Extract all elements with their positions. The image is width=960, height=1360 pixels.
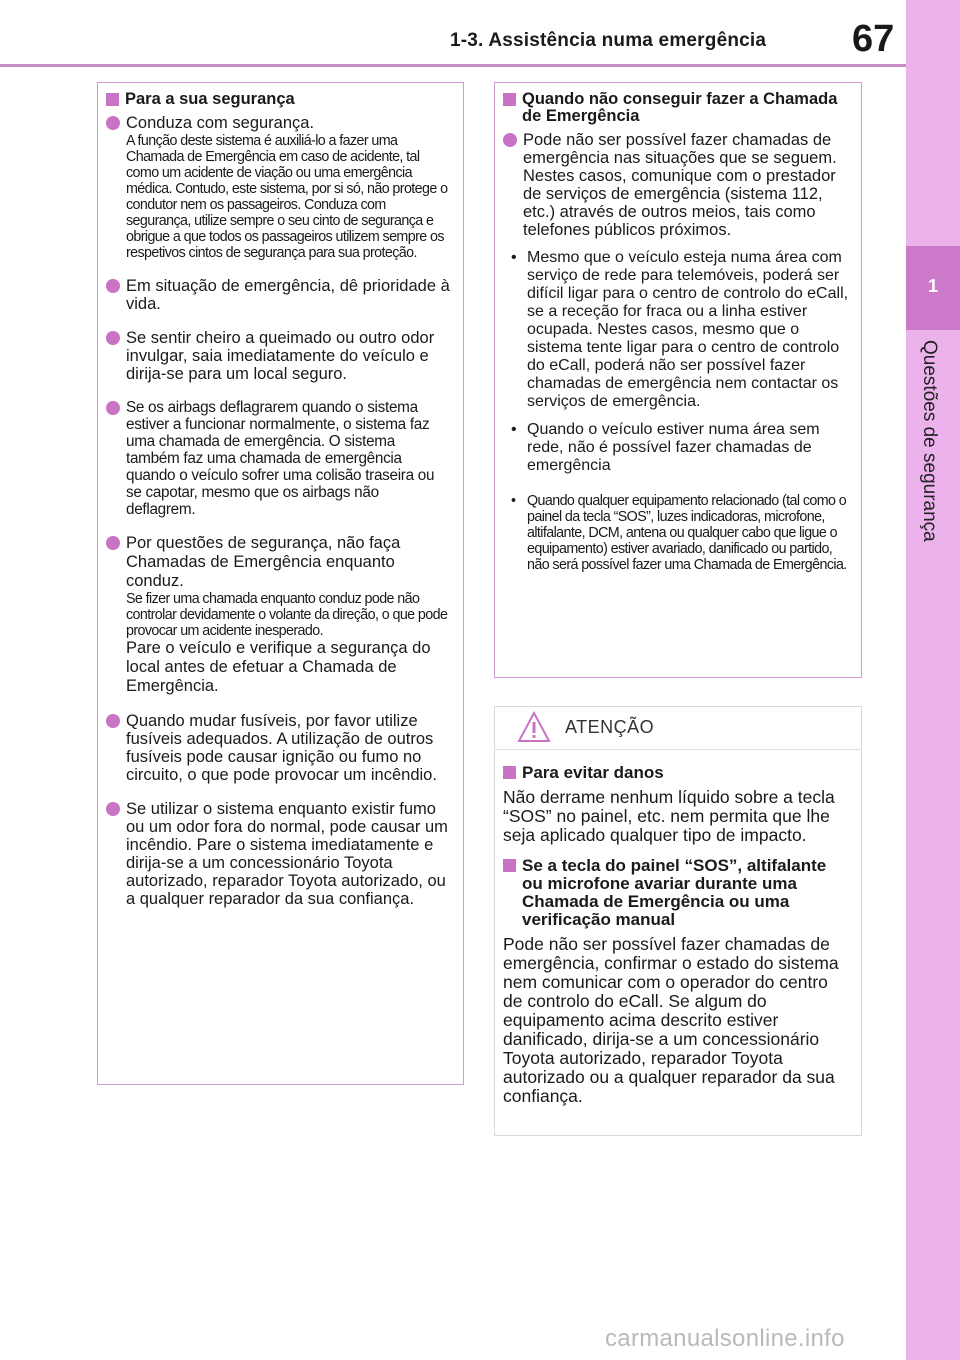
safety-box <box>97 82 464 1085</box>
dash-text: Quando qualquer equipamento relacionado (tal como o painel da tecla “SOS”, luzes indicadoras, microfone, altifalante, DCM, antena ou qualquer cabo que ligue o equipamento) estiver avariado, danificado ou partido, não será possível fazer uma Chamada de Emergência. <box>527 493 847 573</box>
square-bullet-icon <box>106 93 119 106</box>
chapter-sidebar <box>906 0 960 1360</box>
bullet-lead: Por questões de segurança, não faça Chamadas de Emergência enquanto conduz. <box>126 534 401 590</box>
bullet-text: Em situação de emergência, dê prioridade à vida. <box>126 277 450 313</box>
warning-box <box>494 706 862 1136</box>
square-bullet-icon <box>503 93 516 106</box>
watermark: carmanualsonline.info <box>605 1325 845 1352</box>
dash-item: • Quando qualquer equipamento relacionado (tal como o painel da tecla “SOS”, luzes indicadoras, microfone, altifalante, DCM, antena ou qualquer cabo que ligue o equipamento) estiver avariado, danificado ou partido, não será possível fazer uma Chamada de Emergência. <box>503 493 849 573</box>
bullet-body: A função deste sistema é auxiliá-lo a fazer uma Chamada de Emergência em caso de acidente, tal como um acidente de viação ou uma emergência médica. Contudo, este sistema, por si só, não protege o condutor nem os passageiros. Conduza com segurança, utilize sempre o seu cinto de segurança e obrigue a que todos os passageiros utilizem sempre os respetivos cintos de segurança para sua proteção. <box>126 133 448 261</box>
list-item <box>106 534 451 696</box>
chapter-number: 1 <box>927 276 938 296</box>
warning-header <box>495 707 861 750</box>
warning-section-heading: Se a tecla do painel “SOS”, altifalante ou microfone avariar durante uma Chamada de Emergência ou uma verificação manual <box>503 857 847 929</box>
warning-section-text: Não derrame nenhum líquido sobre a tecla “SOS” no painel, etc. nem permita que lhe seja aplicado qualquer tipo de impacto. <box>503 787 835 845</box>
round-bullet-icon <box>106 331 120 345</box>
round-bullet-icon <box>106 279 120 293</box>
bullet-text: Se os airbags deflagrarem quando o sistema estiver a funcionar normalmente, o sistema faz uma chamada de emergência. O sistema também faz uma chamada de emergência quando o veículo sofrer uma colisão traseira ou se capotar, mesmo que os airbags não deflagrem. <box>126 399 435 518</box>
bullet-text: Se sentir cheiro a queimado ou outro odor invulgar, saia imediatamente do veículo e dirija-se para um local seguro. <box>126 329 435 383</box>
emergency-unavailable-heading: Quando não conseguir fazer a Chamada de Emergência <box>503 91 849 125</box>
square-bullet-icon <box>503 859 516 872</box>
dash-text: Quando o veículo estiver numa área sem rede, não é possível fazer chamadas de emergência <box>527 421 820 474</box>
square-bullet-icon <box>503 766 516 779</box>
page-number: 67 <box>852 18 895 60</box>
bullet-tail: Pare o veículo e verifique a segurança do local antes de efetuar a Chamada de Emergência. <box>126 639 431 695</box>
warning-section-text: Pode não ser possível fazer chamadas de emergência, confirmar o estado do sistema nem comunicar com o operador do centro de controlo do eCall. Se algum do equipamento acima descrito estiver danificado, dirija-se a um concessionário Toyota autorizado, reparador Toyota autorizado ou a qualquer reparador da sua confiança. <box>503 934 839 1106</box>
list-item <box>503 131 849 239</box>
round-bullet-icon <box>106 116 120 130</box>
warning-section-heading: Para evitar danos <box>503 764 847 782</box>
round-bullet-icon <box>106 401 120 415</box>
dash-item: • Quando o veículo estiver numa área sem rede, não é possível fazer chamadas de emergência <box>503 421 849 475</box>
round-bullet-icon <box>106 714 120 728</box>
chapter-label: Questões de segurança <box>919 340 940 542</box>
header-rule <box>0 64 906 67</box>
round-bullet-icon <box>503 133 517 147</box>
dash-text: Mesmo que o veículo esteja numa área com serviço de rede para telemóveis, poderá ser difícil ligar para o centro de controlo do eCall, se a receção for fraca ou a linha estiver ocupada. Nestes casos, mesmo que o sistema tente ligar para o centro de controlo do eCall, poderá não ser possível fazer chamadas de emergência nem contactar os serviços de emergência. <box>527 249 849 410</box>
bullet-text: Se utilizar o sistema enquanto existir fumo ou um odor fora do normal, pode causar um incêndio. Pare o sistema imediatamente e dirija-se a um concessionário Toyota autorizado, reparador Toyota autorizado, ou a qualquer reparador da sua confiança. <box>126 800 448 908</box>
bullet-text: Quando mudar fusíveis, por favor utilize fusíveis adequados. A utilização de outros fusíveis pode causar ignição ou fumo no circuito, o que pode provocar um incêndio. <box>126 712 437 784</box>
section-title: 1-3. Assistência numa emergência <box>450 30 767 51</box>
round-bullet-icon <box>106 536 120 550</box>
bullet-text: Pode não ser possível fazer chamadas de emergência nas situações que se seguem. Nestes casos, comunique com o prestador de serviços de emergência (sistema 112, etc.) através de outros meios, tais como telefones públicos próximos. <box>523 131 837 239</box>
warning-triangle-icon <box>517 711 551 743</box>
list-item <box>106 277 451 313</box>
list-item <box>106 399 451 518</box>
round-bullet-icon <box>106 802 120 816</box>
list-item <box>106 712 451 784</box>
safety-heading: Para a sua segurança <box>106 91 451 108</box>
bullet-lead: Conduza com segurança. <box>126 114 315 132</box>
dash-item: • Mesmo que o veículo esteja numa área com serviço de rede para telemóveis, poderá ser difícil ligar para o centro de controlo do eCall, se a receção for fraca ou a linha estiver ocupada. Nestes casos, mesmo que o sistema tente ligar para o centro de controlo do eCall, poderá não ser possível fazer chamadas de emergência nem contactar os serviços de emergência. <box>511 249 849 410</box>
list-item <box>106 329 451 383</box>
emergency-unavailable-box <box>494 82 862 678</box>
list-item <box>106 114 451 261</box>
list-item <box>106 800 451 908</box>
warning-title: ATENÇÃO <box>565 717 655 737</box>
bullet-body: Se fizer uma chamada enquanto conduz pode não controlar devidamente o volante da direção, o que pode provocar um acidente inesperado. <box>126 591 448 639</box>
